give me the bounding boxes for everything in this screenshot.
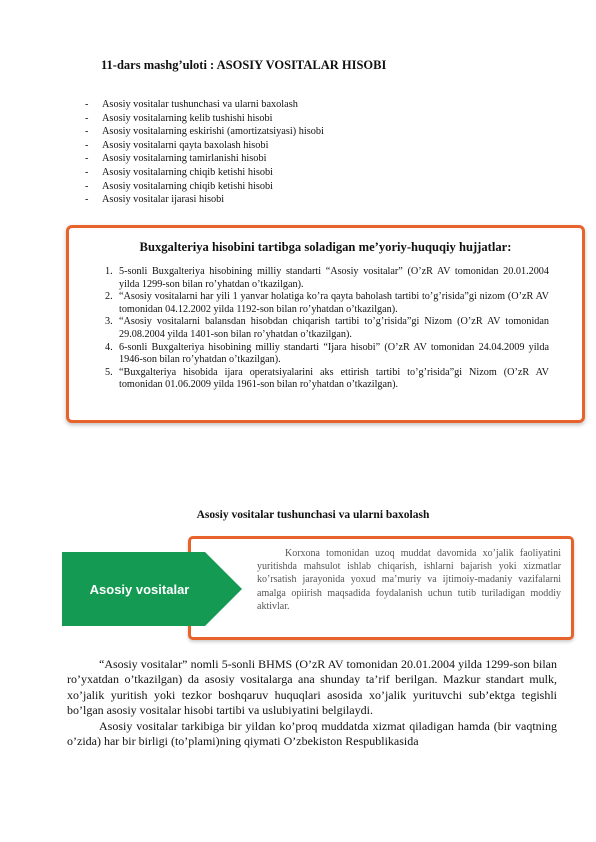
section-heading: Asosiy vositalar tushunchasi va ularni baxolash	[196, 509, 430, 521]
topic-item: - Asosiy vositalarni qayta baxolash hisobi	[85, 139, 324, 153]
legal-item	[105, 266, 549, 291]
legal-item-number: 2.	[105, 291, 113, 303]
legal-item-number: 4.	[105, 341, 113, 353]
topic-item: - Asosiy vositalar ijarasi hisobi	[85, 193, 324, 207]
topic-list	[85, 98, 324, 207]
legal-item-number: 3.	[105, 316, 113, 328]
legal-box-title: Buxgalteriya hisobini tartibga soladigan me’yoriy-huquqiy hujjatlar:	[139, 240, 512, 254]
legal-item	[105, 342, 549, 367]
topic-item: - Asosiy vositalar tushunchasi va ularni baxolash	[85, 98, 324, 112]
definition-box	[188, 536, 574, 640]
body-text	[67, 657, 557, 749]
legal-item-text: “Asosiy vositalarni har yili 1 yanvar holatiga ko’ra qayta baholash tartibi to’g’risida”gi nizom (O’zR AV tomonidan 04.12.2002 yilda 1192-son bilan ro’yhatdan o’tkazilgan).	[119, 291, 549, 315]
legal-item	[105, 291, 549, 316]
legal-list	[105, 266, 549, 392]
topic-item: - Asosiy vositalarning tamirlanishi hisobi	[85, 152, 324, 166]
legal-item	[105, 367, 549, 392]
topic-item: - Asosiy vositalarning eskirishi (amortizatsiyasi) hisobi	[85, 125, 324, 139]
body-paragraph: Asosiy vositalar tarkibiga bir yildan ko’proq muddatda xizmat qiladigan hamda (bir vaqtning o’zida) har bir birligi (to’plami)ning qiymati O’zbekiston Respublikasida	[67, 718, 557, 749]
legal-item-number: 5.	[105, 366, 113, 378]
legal-item-text: 6-sonli Buxgalteriya hisobining milliy standarti “Ijara hisobi” (O’zR AV tomonidan 24.04.2009 yilda 1946-son bilan ro’yhatdan o’tkazilgan).	[119, 341, 549, 366]
legal-item-number: 1.	[105, 266, 113, 277]
definition-graphic	[62, 536, 574, 642]
body-paragraph: “Asosiy vositalar” nomli 5-sonli BHMS (O’zR AV tomonidan 20.01.2004 yilda 1299-son bilan ro’yxatdan o’tkazilgan) da asosiy vositalarga ana shunday ta’rif berilgan. Mazkur standart mulk, xo’jalik yuritish yoki tezkor boshqaruv huquqlari asosida xo’jalik yurituvchi sub’ektga tegishli bo’lgan asosiy vositalar hisobi tartibi va uslubiyatini belgilaydi.	[67, 657, 557, 718]
topic-item: - Asosiy vositalarning chiqib ketishi hisobi	[85, 180, 324, 194]
page-title: 11-dars mashg’uloti : ASOSIY VOSITALAR HISOBI	[101, 58, 387, 72]
legal-item-text: “Asosiy vositalarni balansdan hisobdan chiqarish tartibi to’g’risida”gi Nizom (O’zR AV tomonidan 29.08.2004 yilda 1401-son bilan ro’yhatdan o’tkazilgan).	[119, 316, 549, 340]
legal-item-text: 5-sonli Buxgalteriya hisobining milliy standarti “Asosiy vositalar” (O’zR AV tomonidan 20.01.2004 yilda 1299-son bilan ro’yhatdan o’tkazilgan).	[119, 266, 549, 290]
definition-term: Asosiy vositalar	[89, 581, 190, 597]
legal-item-text: “Buxgalteriya hisobida ijara operatsiyalarini aks ettirish tartibi to’g’risida”gi Nizom (O’zR AV tomonidan 01.06.2009 yilda 1961-son bilan ro’yhatdan o’tkazilgan).	[119, 366, 549, 391]
legal-item	[105, 316, 549, 341]
topic-item: - Asosiy vositalarning kelib tushishi hisobi	[85, 112, 324, 126]
topic-item: - Asosiy vositalarning chiqib ketishi hisobi	[85, 166, 324, 180]
definition-text: Korxona tomonidan uzoq muddat davomida xo’jalik faoliyatini yuritishda mahsulot ishlab chiqarish, ishlarni bajarish yoki xizmatlar ko’rsatish jarayonida yoxud ma’muriy va ijtimoiy-madaniy vazifalarni amalga opiirish maqsadida foydalanish uchun tutib turiladigan moddiy aktivlar.	[257, 548, 561, 612]
legal-documents-box	[66, 225, 585, 423]
